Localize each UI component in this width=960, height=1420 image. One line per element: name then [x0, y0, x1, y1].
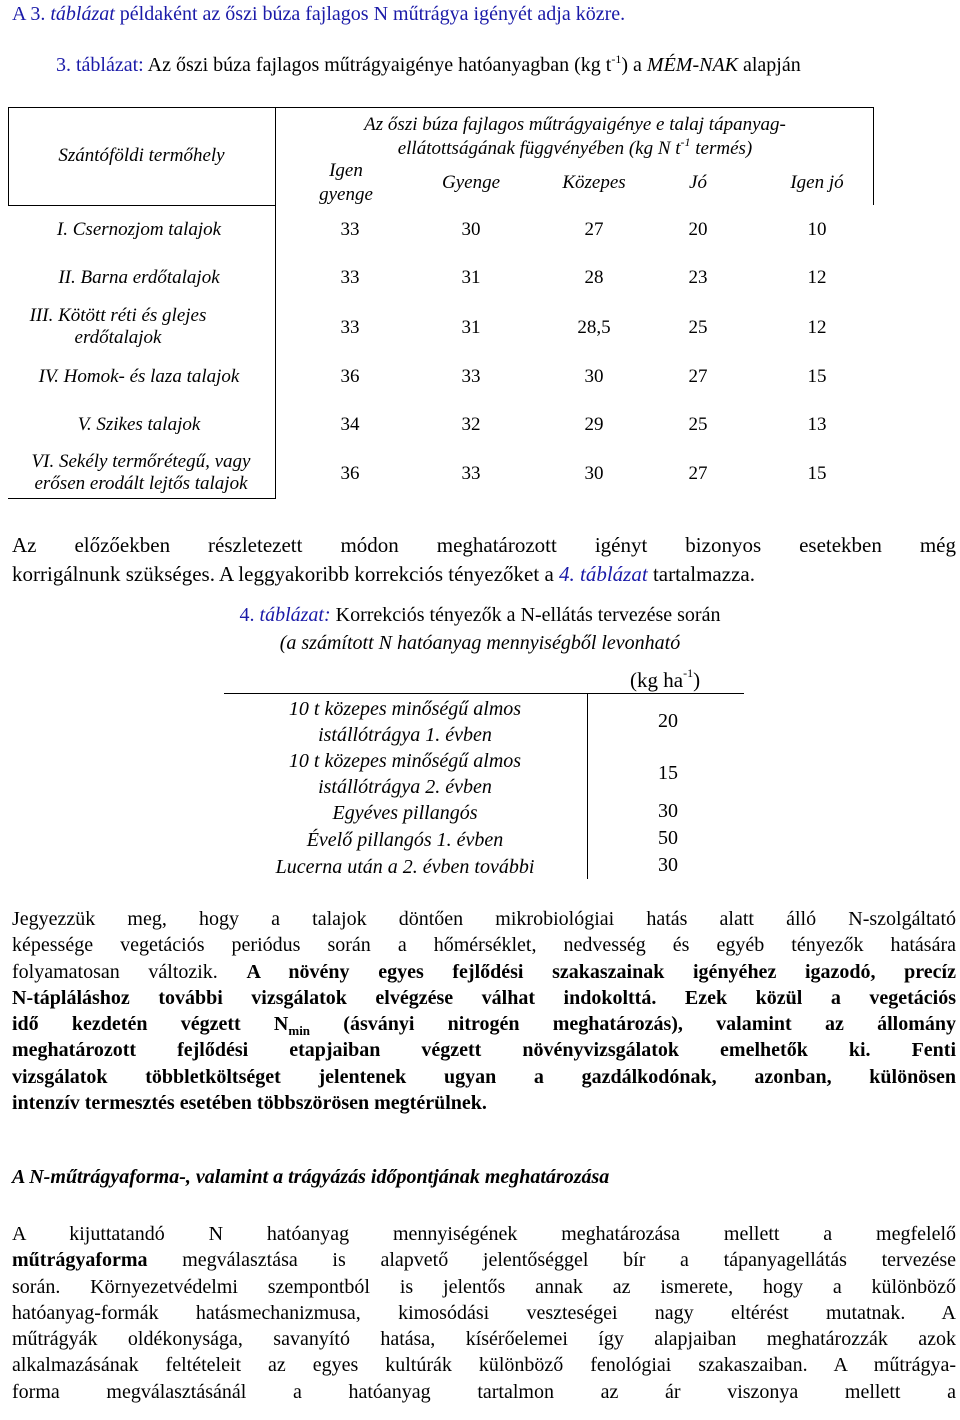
- row-label: IV. Homok- és laza talajok: [38, 366, 240, 387]
- para2-line: [12, 1011, 956, 1037]
- cell: 33: [340, 267, 360, 288]
- row-value: 50: [658, 827, 678, 849]
- cell: 25: [688, 317, 708, 338]
- cell: 32: [461, 414, 481, 435]
- cell: 27: [584, 219, 604, 240]
- cell: 12: [807, 267, 827, 288]
- cell: 15: [807, 463, 827, 484]
- row-value: 15: [658, 762, 678, 784]
- col-igen-jo: Igen jó: [790, 172, 844, 193]
- header-top-line1: Az őszi búza fajlagos műtrágyaigénye e talaj tápanyag-: [364, 114, 786, 135]
- para1-line2-end: tartalmazza.: [647, 562, 755, 586]
- paragraph-nitrogen: [12, 906, 956, 1116]
- para1-line2-text: korrigálnunk szükséges. A leggyakoribb korrekciós tényezőket a: [12, 562, 560, 586]
- cell: 33: [340, 219, 360, 240]
- intro-table-ref: táblázat: [50, 3, 115, 25]
- cell: 33: [461, 366, 481, 387]
- cell: 33: [461, 463, 481, 484]
- paragraph-fertilizer: [12, 1221, 956, 1405]
- para2-line: képessége vegetációs periódus során a hőmérséklet, nedvesség és egyéb tényezők hatására: [12, 934, 956, 957]
- col-jo: Jó: [689, 172, 707, 193]
- cell: 23: [688, 267, 708, 288]
- table3-caption-end: alapján: [738, 54, 801, 76]
- para3-line: [12, 1247, 956, 1273]
- header-left: Szántóföldi termőhely: [58, 145, 225, 166]
- table3-caption-text: Az őszi búza fajlagos műtrágyaigénye hatóanyagban (kg t: [143, 54, 612, 76]
- para2-bold-text: A növény egyes fejlődési szakaszainak igényéhez igazodó, precíz: [246, 960, 956, 983]
- cell: 30: [584, 366, 604, 387]
- para2-sub: min: [288, 1023, 311, 1039]
- para2-line: vizsgálatok többletköltséget jelentenek ugyan a gazdálkodónak, azonban, különösen: [12, 1065, 956, 1088]
- table4-caption: [0, 601, 960, 657]
- table4-unit: [630, 668, 700, 693]
- para3-line: műtrágyák oldékonysága, savanyító hatása, kísérőelemei így alapjaiban meghatározzák azok: [12, 1328, 956, 1351]
- row-label: III. Kötött réti és glejes erdőtalajok: [29, 305, 207, 348]
- table3-caption-num: 3.: [56, 54, 76, 76]
- table4-unit-text: (kg ha: [630, 668, 684, 692]
- para3-line: forma megválasztásánál a hatóanyag tartalmon az ár viszonya mellett a: [12, 1380, 956, 1403]
- cell: 36: [340, 463, 360, 484]
- para1-line1: Az előzőekben részletezett módon meghatározott igényt bizonyos esetekben még: [12, 533, 956, 557]
- table3-caption-after: ) a: [621, 54, 647, 76]
- para3-line: alkalmazásának feltételeit az egyes kultúrák különböző fenológiai szakaszaiban. A műtrágya-: [12, 1354, 956, 1377]
- row-label: Lucerna után a 2. évben további: [275, 856, 535, 878]
- table4-caption-lead: táblázat:: [259, 604, 331, 626]
- para2-line: Jegyezzük meg, hogy a talajok döntően mikrobiológiai hatás alatt álló N-szolgáltató: [12, 908, 956, 930]
- row-label: II. Barna erdőtalajok: [58, 267, 220, 288]
- table4-rule: [224, 693, 744, 694]
- table3: [8, 107, 874, 497]
- row-label: VI. Sekély termőrétegű, vagy erősen erodált lejtős talajok: [31, 451, 251, 494]
- para2-line: N-tápláláshoz további vizsgálatok elvégzése válhat indokolttá. Ezek közül a vegetációs: [12, 986, 956, 1009]
- para2-line: meghatározott fejlődési etapjaiban végzett növényvizsgálatok emelhetők ki. Fenti: [12, 1039, 956, 1062]
- para3-line: A kijuttatandó N hatóanyag mennyiségének meghatározása mellett a megfelelő: [12, 1223, 956, 1245]
- row-label: [224, 696, 586, 748]
- col-gyenge: Gyenge: [441, 172, 501, 193]
- cell: 34: [340, 414, 360, 435]
- intro-line: [12, 3, 625, 26]
- row-label: Egyéves pillangós: [332, 802, 478, 824]
- table4-unit-end: ): [693, 668, 701, 692]
- cell: 27: [688, 463, 708, 484]
- table4-caption-num: 4.: [239, 604, 260, 626]
- cell: 25: [688, 414, 708, 435]
- row-label: V. Szikes talajok: [77, 414, 201, 435]
- header-top-line2-end: termés): [690, 138, 753, 159]
- row-value: 20: [658, 710, 678, 732]
- para2-line: intenzív termesztés esetében többszörösen megtérülnek.: [12, 1092, 487, 1115]
- row-value: 30: [658, 854, 678, 876]
- row-label-line1: 10 t közepes minőségű almos: [288, 698, 522, 720]
- col-kozepes: Közepes: [562, 172, 626, 193]
- para2-text: folyamatosan változik.: [12, 960, 247, 983]
- para2-text: (ásványi nitrogén meghatározás), valamint az állomány: [310, 1013, 956, 1036]
- row-label-line1: 10 t közepes minőségű almos: [288, 750, 522, 772]
- cell: 31: [461, 317, 481, 338]
- cell: 20: [688, 219, 708, 240]
- section-heading: A N-műtrágyaforma-, valamint a trágyázás időpontjának meghatározása: [12, 1166, 610, 1188]
- table3-caption-source: MÉM-NAK: [646, 54, 738, 76]
- table4-divider: [587, 693, 588, 879]
- cell: 33: [340, 317, 360, 338]
- cell: 30: [461, 219, 481, 240]
- table4-caption-text: Korrekciós tényezők a N-ellátás tervezése során: [330, 604, 721, 626]
- intro-suffix: példaként az őszi búza fajlagos N műtrágya igényét adja közre.: [114, 3, 626, 25]
- para1-line2: [12, 560, 956, 589]
- para3-text: megválasztása is alapvető jelentőséggel bír a tápanyagellátás tervezése: [147, 1249, 956, 1272]
- paragraph-correction: [12, 531, 956, 589]
- row-label: Évelő pillangós 1. évben: [306, 829, 504, 851]
- table4-unit-sup: -1: [683, 666, 694, 680]
- cell: 30: [584, 463, 604, 484]
- para1-table-ref: 4. táblázat: [559, 562, 648, 586]
- header-top-line2: ellátottságának függvényében (kg N t: [397, 138, 681, 159]
- row-label: I. Csernozjom talajok: [56, 219, 222, 240]
- row-label-line2: istállótrágya 2. évben: [318, 776, 492, 798]
- cell: 12: [807, 317, 827, 338]
- intro-prefix: A 3.: [12, 3, 51, 25]
- para3-line: hatóanyag-formák hatásmechanizmusa, kimosódási veszteségei nagy eltérést mutatnak. A: [12, 1301, 956, 1324]
- para3-bold-text: műtrágyaforma: [12, 1249, 148, 1272]
- table3-caption: [56, 54, 801, 77]
- row-value: 30: [658, 800, 678, 822]
- cell: 28,5: [577, 317, 611, 338]
- cell: 13: [807, 414, 827, 435]
- row-label: [224, 748, 586, 800]
- cell: 27: [688, 366, 708, 387]
- cell: 10: [807, 219, 827, 240]
- row-label-line2: istállótrágya 1. évben: [318, 724, 492, 746]
- para2-text: idő kezdetén végzett N: [12, 1013, 289, 1036]
- cell: 29: [584, 414, 604, 435]
- para2-line: [12, 959, 956, 985]
- cell: 36: [340, 366, 360, 387]
- table3-caption-lead: táblázat:: [76, 54, 144, 76]
- para3-line: során. Környezetvédelmi szempontból is jelentős annak az ismerete, hogy a különböző: [12, 1275, 956, 1298]
- cell: 28: [584, 267, 604, 288]
- col-igen-gyenge: Igen gyenge: [319, 160, 373, 205]
- table3-caption-sup: -1: [611, 52, 622, 66]
- cell: 15: [807, 366, 827, 387]
- cell: 31: [461, 267, 481, 288]
- header-top: [276, 113, 874, 161]
- table4-caption-sub: (a számított N hatóanyag mennyiségből levonható: [279, 632, 681, 654]
- header-top-sup: -1: [680, 135, 691, 149]
